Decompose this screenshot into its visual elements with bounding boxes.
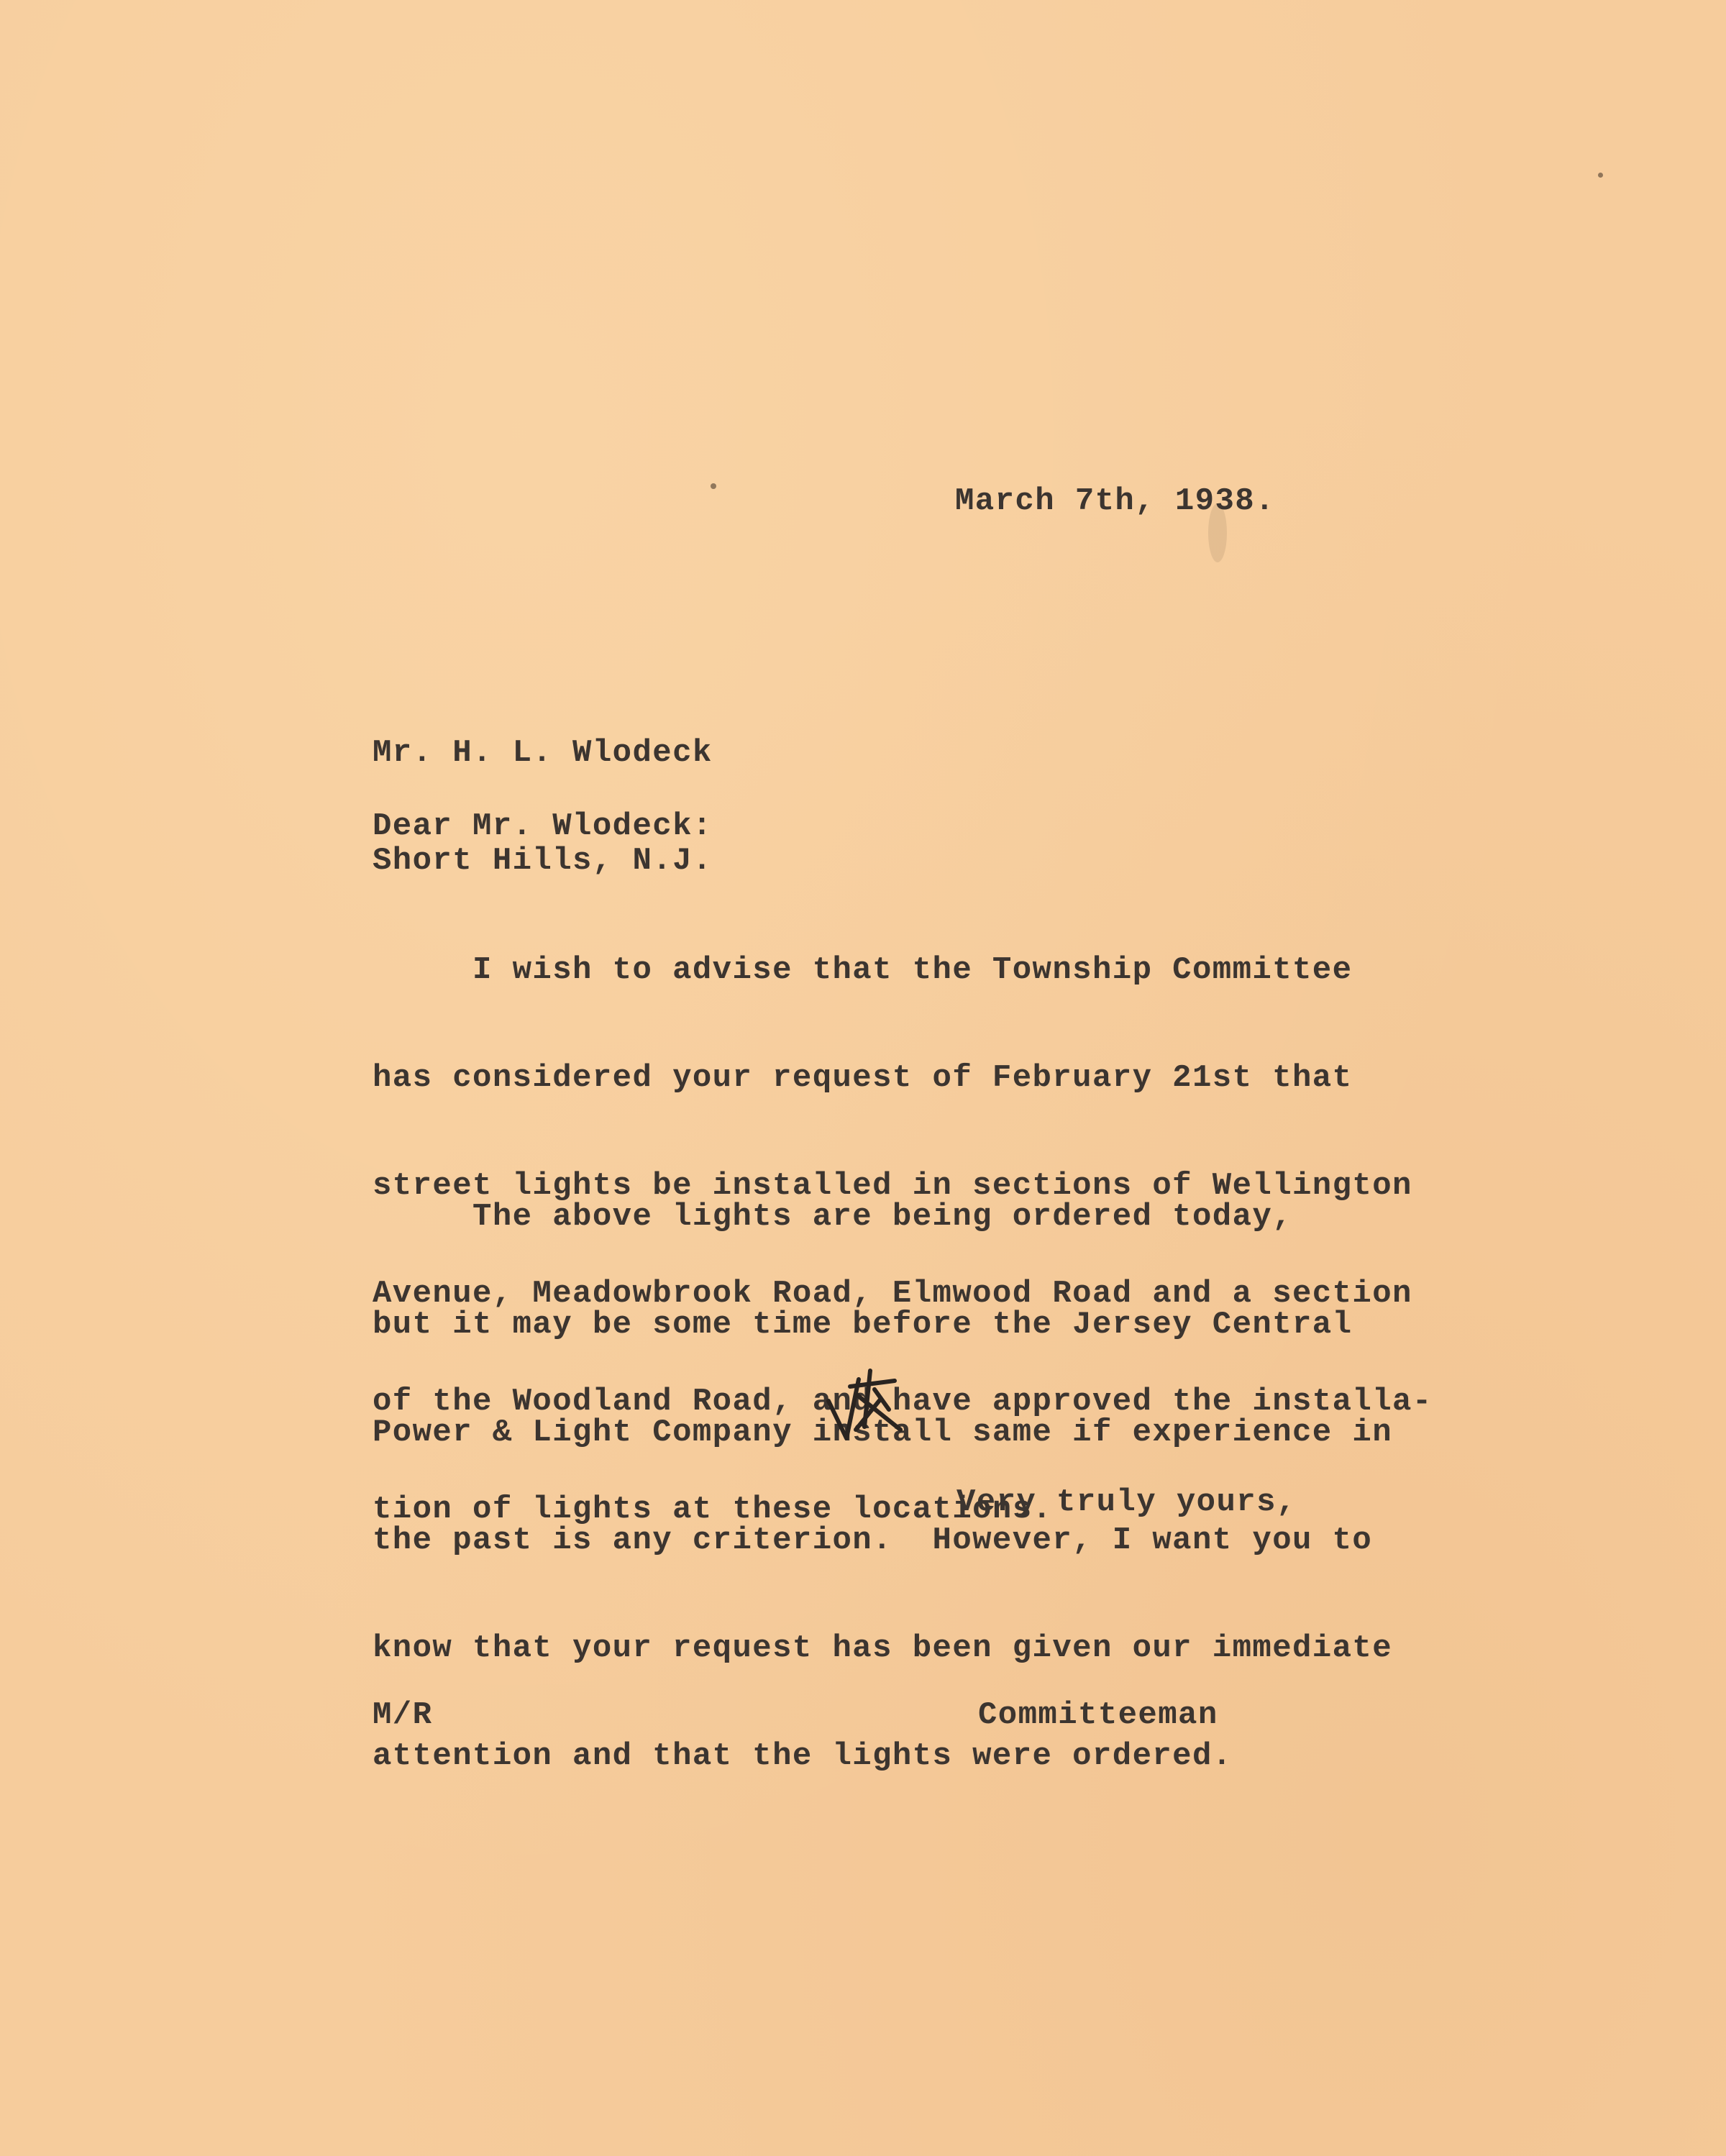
paragraph-line: Avenue, Meadowbrook Road, Elmwood Road and a section	[373, 1276, 1412, 1312]
paper-speck	[711, 483, 716, 489]
paragraph-line: the past is any criterion. However, I want you to	[373, 1522, 1373, 1558]
typist-initials: M/R	[373, 1697, 433, 1733]
ink-smudge	[1208, 503, 1227, 562]
handwritten-mark-icon	[814, 1358, 908, 1444]
paragraph-line: street lights be installed in sections of Wellington	[373, 1168, 1412, 1204]
signature-title: Committeeman	[978, 1697, 1218, 1733]
salutation: Dear Mr. Wlodeck:	[373, 808, 713, 844]
paragraph-line: of the Woodland Road, and have approved the installa-	[373, 1384, 1433, 1420]
paragraph-line: has considered your request of February 21st that	[373, 1060, 1353, 1096]
paragraph-line: tion of lights at these locations.	[373, 1492, 1053, 1527]
recipient-address: Short Hills, N.J.	[373, 843, 713, 879]
letter-date: March 7th, 1938.	[955, 483, 1275, 519]
paragraph-line: attention and that the lights were ordered.	[373, 1738, 1233, 1774]
paper-speck	[1598, 173, 1603, 178]
paragraph-line: but it may be some time before the Jersey Central	[373, 1307, 1353, 1343]
paragraph-line: I wish to advise that the Township Committee	[373, 952, 1353, 988]
recipient-name: Mr. H. L. Wlodeck	[373, 735, 713, 771]
paragraph-line: The above lights are being ordered today,	[373, 1199, 1292, 1235]
paragraph-line: know that your request has been given our immediate	[373, 1630, 1393, 1666]
paragraph-line: Power & Light Company install same if experience in	[373, 1415, 1393, 1451]
closing: Very truly yours,	[956, 1484, 1297, 1520]
